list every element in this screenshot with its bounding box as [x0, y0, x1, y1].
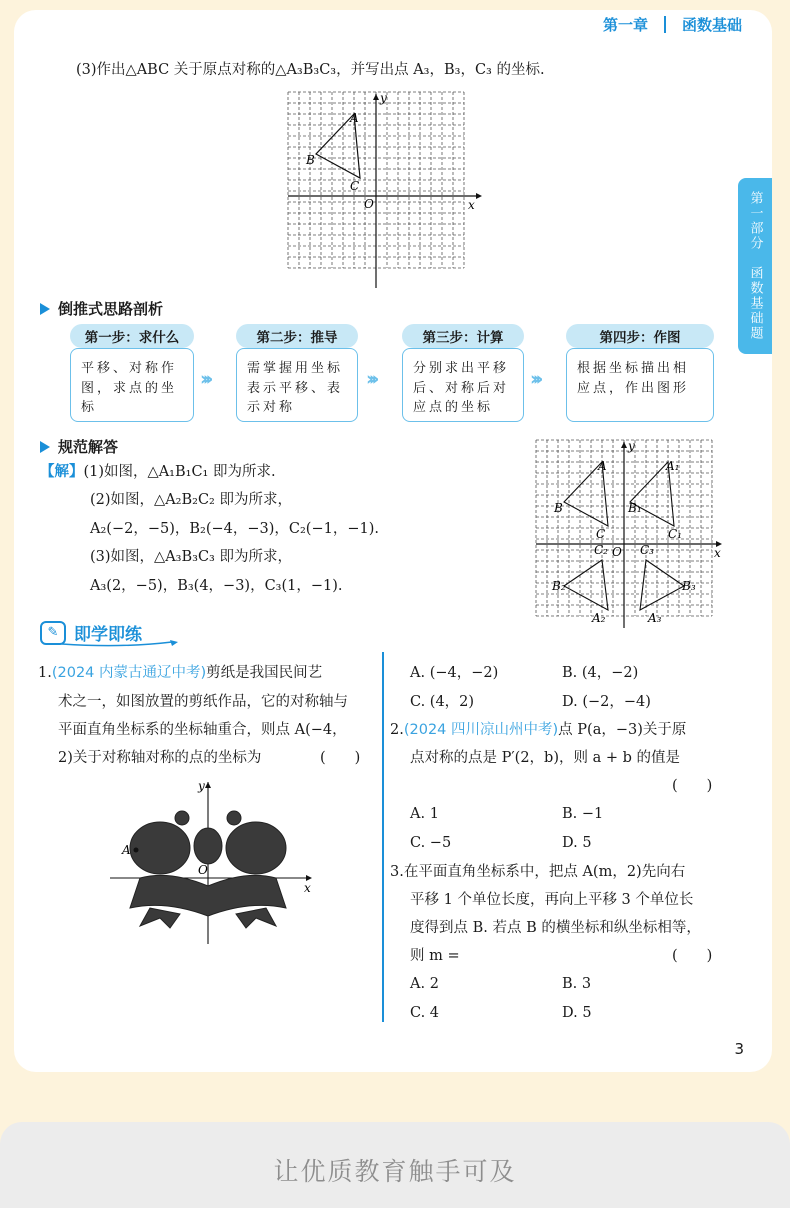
side-section-tab[interactable]: 第一部分 函数基础题 — [738, 178, 772, 354]
label-A: A — [350, 111, 359, 125]
svg-text:A: A — [598, 459, 607, 473]
q1-option-a[interactable]: A. (−4，−2) — [410, 665, 499, 681]
q3-option-b[interactable]: B. 3 — [562, 976, 592, 992]
footer-slogan: 让优质教育触手可及 — [273, 1157, 517, 1186]
label-O: O — [364, 197, 374, 211]
svg-text:A₁: A₁ — [666, 459, 680, 473]
q1-line-1: 1.(2024 内蒙古通辽中考)剪纸是我国民间艺 — [38, 665, 323, 681]
q2-source: (2024 四川凉山州中考) — [403, 722, 559, 738]
svg-text:B₁: B₁ — [628, 501, 642, 515]
label-y: y — [380, 91, 387, 105]
chevrons-icon: ››› — [200, 368, 209, 390]
solution-tag: 【解】 — [40, 463, 84, 480]
q3-line-3: 度得到点 B. 若点 B 的横坐标和纵坐标相等， — [410, 920, 701, 936]
q3-line-4: 则 m = — [410, 948, 460, 964]
q3-option-c[interactable]: C. 4 — [410, 1005, 440, 1021]
q1-answer-paren[interactable]: ( ) — [320, 750, 361, 766]
q2-option-b[interactable]: B. −1 — [562, 806, 604, 822]
label-x: x — [468, 198, 475, 212]
svg-text:C₃: C₃ — [640, 543, 654, 557]
step-2-body: 需掌握用坐标表示平移、表示对称 — [236, 348, 358, 422]
solution-title: 规范解答 — [40, 436, 118, 457]
svg-text:y: y — [198, 779, 205, 793]
papercut-figure — [110, 778, 320, 948]
solution-line-2: (2)如图，△A₂B₂C₂ 即为所求， — [90, 492, 292, 508]
q2-option-d[interactable]: D. 5 — [562, 835, 592, 851]
solution-line-1: 【解】(1)如图，△A₁B₁C₁ 即为所求. — [40, 463, 276, 480]
svg-text:B: B — [554, 501, 563, 515]
practice-title: ✎ 即学即练 — [40, 620, 142, 645]
svg-text:y: y — [628, 439, 635, 453]
svg-text:C: C — [596, 527, 606, 541]
svg-text:A₂: A₂ — [592, 611, 606, 625]
papercut-label-A: A — [122, 843, 131, 857]
chevrons-icon: ››› — [530, 368, 539, 390]
coordinate-figure-1 — [288, 92, 488, 292]
q1-line-4: 2)关于对称轴对称的点的坐标为 — [58, 750, 262, 766]
q1-line-3: 平面直角坐标系的坐标轴重合，则点 A(−4， — [58, 722, 347, 738]
q1-option-b[interactable]: B. (4，−2) — [562, 665, 639, 681]
step-3-body: 分别求出平移后、对称后对应点的坐标 — [402, 348, 524, 422]
q1-option-d[interactable]: D. (−2，−4) — [562, 694, 651, 710]
label-C: C — [350, 179, 360, 193]
q1-option-c[interactable]: C. (4，2) — [410, 694, 475, 710]
step-4-head: 第四步：作图 — [566, 324, 714, 348]
svg-text:B₂: B₂ — [552, 579, 566, 593]
svg-text:O: O — [612, 545, 622, 559]
chapter-label: 第一章 — [602, 16, 648, 34]
svg-text:x: x — [714, 546, 721, 560]
svg-text:x: x — [304, 881, 311, 895]
step-4-body: 根据坐标描出相应点，作出图形 — [566, 348, 714, 422]
title-underline — [62, 640, 182, 648]
step-3-head: 第三步：计算 — [402, 324, 524, 348]
solution-line-5: A₃(2，−5)，B₃(4，−3)，C₃(1，−1). — [90, 578, 343, 594]
footer-bar — [0, 1122, 790, 1208]
chevrons-icon: ››› — [366, 368, 375, 390]
page-number: 3 — [734, 1040, 744, 1058]
q1-line-2: 术之一，如图放置的剪纸作品，它的对称轴与 — [58, 694, 348, 710]
q3-option-a[interactable]: A. 2 — [410, 976, 439, 992]
svg-text:C₂: C₂ — [594, 543, 608, 557]
question-3-text: (3)作出△ABC 关于原点对称的△A₃B₃C₃，并写出点 A₃，B₃，C₃ 的坐标. — [76, 62, 545, 78]
solution-line-4: (3)如图，△A₃B₃C₃ 即为所求， — [90, 549, 292, 565]
q2-line-1: 2.(2024 四川凉山州中考)点 P(a，−3)关于原 — [390, 722, 687, 738]
q2-option-c[interactable]: C. −5 — [410, 835, 452, 851]
coordinate-figure-2 — [536, 440, 726, 630]
analysis-title: 倒推式思路剖析 — [40, 298, 163, 319]
q3-line-2: 平移 1 个单位长度，再向上平移 3 个单位长 — [410, 892, 694, 908]
pencil-icon: ✎ — [40, 621, 66, 645]
q3-line-1: 3.在平面直角坐标系中，把点 A(m，2)先向右 — [390, 864, 686, 880]
step-1-body: 平移、对称作图，求点的坐标 — [70, 348, 194, 422]
chapter-header — [603, 14, 742, 35]
triangle-bullet-icon — [40, 441, 50, 453]
svg-text:B₃: B₃ — [682, 579, 696, 593]
step-2-head: 第二步：推导 — [236, 324, 358, 348]
step-1-head: 第一步：求什么 — [70, 324, 194, 348]
q2-option-a[interactable]: A. 1 — [410, 806, 439, 822]
triangle-bullet-icon — [40, 303, 50, 315]
q3-answer-paren[interactable]: ( ) — [672, 948, 713, 964]
svg-text:C₁: C₁ — [668, 527, 682, 541]
column-divider — [382, 652, 384, 1022]
solution-line-3: A₂(−2，−5)，B₂(−4，−3)，C₂(−1，−1). — [90, 521, 379, 537]
label-B: B — [306, 153, 315, 167]
svg-text:O: O — [198, 863, 208, 877]
q1-source: (2024 内蒙古通辽中考) — [51, 665, 207, 681]
topic-label: 函数基础 — [681, 16, 742, 34]
svg-text:A₃: A₃ — [648, 611, 662, 625]
header-divider — [664, 16, 666, 33]
q3-option-d[interactable]: D. 5 — [562, 1005, 592, 1021]
q2-line-2: 点对称的点是 P′(2，b)，则 a + b 的值是 — [410, 750, 680, 766]
q2-answer-paren[interactable]: ( ) — [672, 778, 713, 794]
